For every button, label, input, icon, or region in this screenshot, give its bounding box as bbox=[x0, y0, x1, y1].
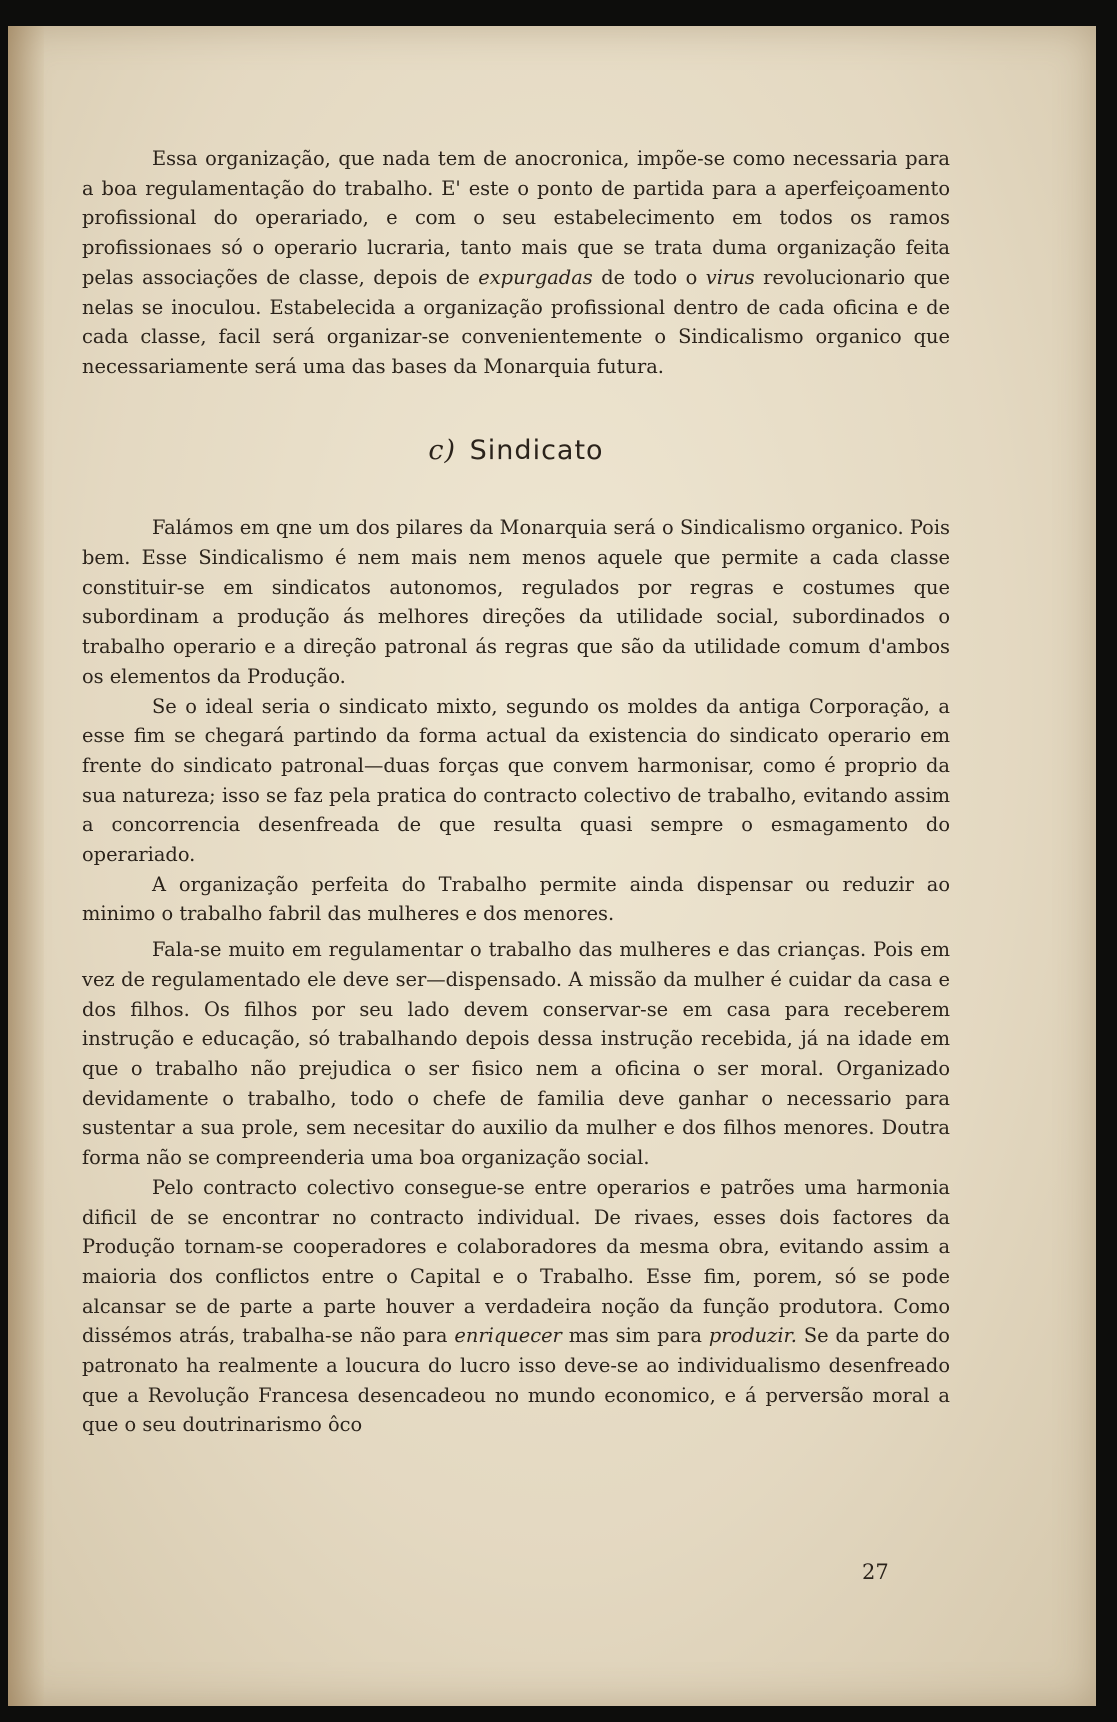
paragraph-text: Pelo contracto colectivo consegue-se entre operarios e patrões uma harmonia dificil de se encontrar no contracto individual. De rivaes, esses dois factores da Produção tornam-se cooperadores e colaboradores da mesma obra, evitando assim a maioria dos conflictos entre o Capital e o Trabalho. Esse fim, porem, só se pode alcansar se de parte a parte houver a verdadeira noção da função produtora. Como dissémos atrás, trabalha-se não para bbox=[82, 1175, 950, 1348]
paragraph-organizacao bbox=[82, 144, 950, 382]
page-spine-shadow bbox=[8, 26, 44, 1706]
emphasis-virus: virus bbox=[705, 265, 755, 289]
emphasis-expurgadas: expurgadas bbox=[478, 265, 593, 289]
heading-title: Sindicato bbox=[469, 434, 604, 466]
book-page bbox=[8, 26, 1096, 1706]
paragraph-sindicato-mixto: Se o ideal seria o sindicato mixto, segundo os moldes da antiga Corporação, a esse fim se chegará partindo da forma actual da existencia do sindicato operario em frente do sindicato patronal—duas forças que convem harmonisar, como é proprio da sua natureza; isso se faz pela pratica do contracto colectivo de trabalho, evitando assim a concorrencia desenfreada de que resulta quasi sempre o esmagamento do operariado. bbox=[82, 694, 950, 867]
section-heading bbox=[82, 436, 950, 466]
emphasis-enriquecer: enriquecer bbox=[454, 1324, 562, 1348]
paragraph-text: mas sim para bbox=[568, 1324, 702, 1348]
paragraph-text: de todo o bbox=[601, 265, 698, 289]
paragraph-organizacao-perfeita: A organização perfeita do Trabalho permite ainda dispensar ou reduzir ao minimo o trabalho fabril das mulheres e dos menores. bbox=[82, 872, 950, 926]
body-text bbox=[82, 144, 950, 1440]
heading-letter: c) bbox=[428, 434, 457, 466]
paragraph-text: revolucionario que nelas se inoculou. Estabelecida a organização profissional dentro de cada oficina e de cada classe, facil será organizar-se convenientemente o Sindicalismo organico que necessariamente será uma das bases da Monarquia futura. bbox=[82, 265, 950, 378]
paragraph-text: Se da parte do patronato ha realmente a loucura do lucro isso deve-se ao individualismo desenfreado que a Revolução Francesa desencadeou no mundo economico, e á perversão moral a que o seu doutrinarismo ôco bbox=[82, 1324, 950, 1437]
page-number: 27 bbox=[862, 1560, 889, 1584]
paragraph-mulheres-criancas: Fala-se muito em regulamentar o trabalho das mulheres e das crianças. Pois em vez de regulamentado ele deve ser—dispensado. A missão da mulher é cuidar da casa e dos filhos. Os filhos por seu lado devem conservar-se em casa para receberem instrução e educação, só trabalhando depois dessa instrução recebida, já na idade em que o trabalho não prejudica o ser fisico nem a oficina o ser moral. Organizado devidamente o trabalho, todo o chefe de familia deve ganhar o necessario para sustentar a sua prole, sem necesitar do auxilio da mulher e dos filhos menores. Doutra forma não se compreenderia uma boa organização social. bbox=[82, 938, 950, 1170]
paragraph-contracto-colectivo bbox=[82, 1173, 950, 1440]
paragraph-text: Essa organização, que nada tem de anocronica, impõe-se como necessaria para a boa regulamentação do trabalho. E' este o ponto de partida para a aperfeiçoamento profissional do operariado, e com o seu estabelecimento em todos os ramos profissionaes só o operario lucraria, tanto mais que se trata duma organização feita pelas associações de classe, depois de bbox=[82, 147, 950, 289]
paragraph-pilares: Falámos em qne um dos pilares da Monarquia será o Sindicalismo organico. Pois bem. Esse Sindicalismo é nem mais nem menos aquele que permite a cada classe constituir-se em sindicatos autonomos, regulados por regras e costumes que subordinam a produção ás melhores direções da utilidade social, subordinados o trabalho operario e a direção patronal ás regras que são da utilidade comum d'ambos os elementos da Produção. bbox=[82, 516, 950, 688]
emphasis-produzir: produzir. bbox=[708, 1324, 797, 1348]
